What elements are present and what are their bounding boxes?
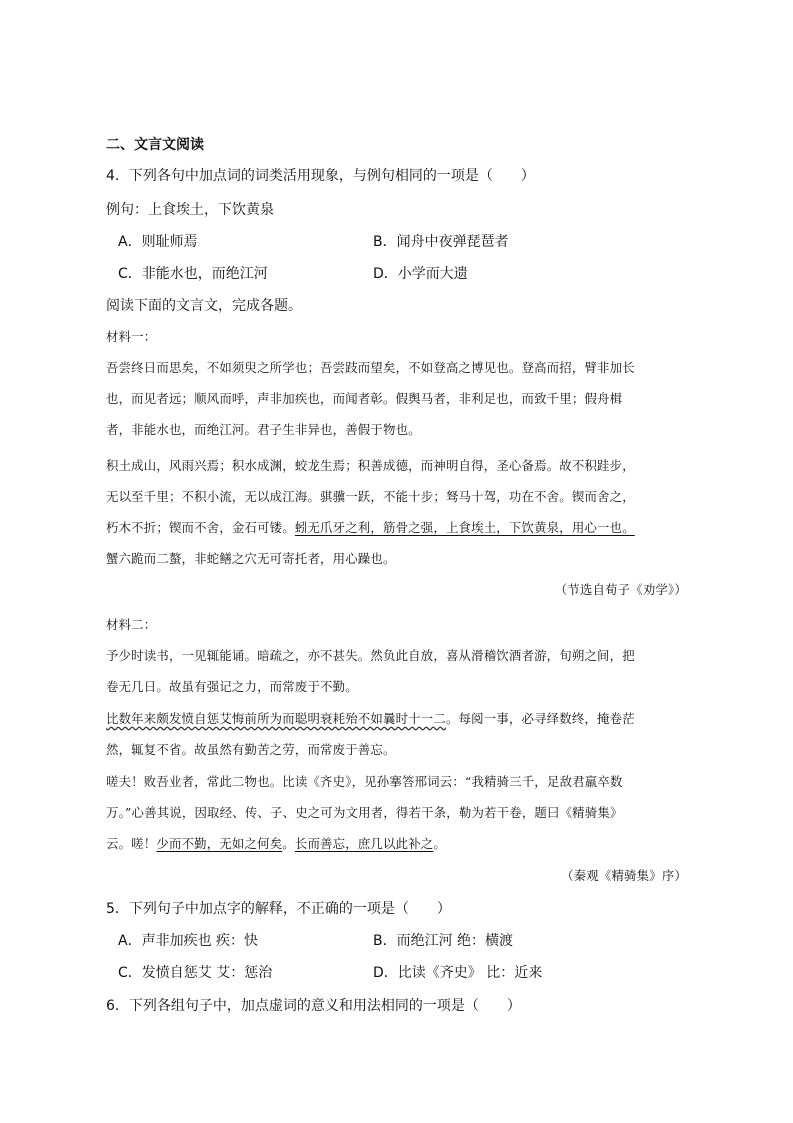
material-2-line: 卷无几日。故虽有强记之力，而常废于不勤。 bbox=[106, 679, 358, 694]
question-4-example: 例句：上食埃土，下饮黄泉 bbox=[106, 202, 274, 218]
material-2-wavy-sentence: 比数年来颇发愤自惩艾悔前所为而聪明衰耗殆不如曩时十一二 bbox=[106, 711, 446, 726]
material-2-line7-pre: 云。嗟！ bbox=[106, 836, 157, 851]
question-5-option-b: B．而绝江河 绝：横渡 bbox=[373, 933, 514, 949]
material-1-source: （节选自荀子《劝学》） bbox=[554, 582, 687, 597]
reading-instruction: 阅读下面的文言文，完成各题。 bbox=[106, 298, 302, 314]
material-1-line: 者，非能水也，而绝江河。君子生非异也，善假于物也。 bbox=[106, 422, 421, 437]
material-2-line bbox=[106, 834, 446, 852]
material-1-line: 蟹六跪而二螯，非蛇鳝之穴无可寄托者，用心躁也。 bbox=[106, 551, 396, 566]
question-4-stem: 4．下列各句中加点词的词类活用现象，与例句相同的一项是（ ） bbox=[106, 168, 535, 184]
material-1-line: 积土成山，风雨兴焉；积水成渊，蛟龙生焉；积善成德，而神明自得，圣心备焉。故不积跬步， bbox=[106, 458, 635, 473]
material-1-label: 材料一： bbox=[106, 329, 157, 344]
question-5-option-d: D．比读《齐史》 比：近来 bbox=[373, 965, 543, 981]
question-5-stem: 5．下列句子中加点字的解释，不正确的一项是（ ） bbox=[106, 901, 451, 917]
material-2-line7-mid: 。 bbox=[282, 836, 295, 851]
section-title: 二、文言文阅读 bbox=[106, 137, 204, 153]
material-2-line7-end: 。 bbox=[433, 836, 446, 851]
question-4-option-a: A．则耻师焉 bbox=[118, 234, 198, 250]
question-4-option-d: D．小学而大遗 bbox=[373, 266, 468, 282]
material-1-line6-plain: 朽木不折；锲而不舍，金石可镂。 bbox=[106, 520, 295, 535]
question-4-option-b: B．闻舟中夜弹琵琶者 bbox=[373, 234, 509, 250]
material-1-underlined-sentence: 蚓无爪牙之利，筋骨之强，上食埃土，下饮黄泉，用心一也。 bbox=[294, 520, 635, 535]
material-1-line: 无以至千里；不积小流，无以成江海。骐骥一跃，不能十步；驽马十驾，功在不舍。锲而舍之， bbox=[106, 489, 635, 504]
question-5-option-c: C．发愤自惩艾 艾：惩治 bbox=[118, 965, 273, 981]
material-1-line bbox=[106, 518, 635, 536]
material-2-line: 万。”心善其说，因取经、传、子、史之可为文用者，得若干条，勒为若干卷，题曰《精骑集》 bbox=[106, 805, 623, 820]
material-2-line: 嗟夫！败吾业者，常此二物也。比读《齐史》，见孙搴答邢词云：“我精骑三千，足敌君羸卒数 bbox=[106, 774, 623, 789]
question-6-stem: 6．下列各组句子中，加点虚词的意义和用法相同的一项是（ ） bbox=[106, 998, 521, 1014]
material-2-label: 材料二： bbox=[106, 617, 157, 632]
material-2-line bbox=[106, 709, 635, 727]
material-1-line: 也，而见者远；顺风而呼，声非加疾也，而闻者彰。假舆马者，非利足也，而致千里；假舟楫 bbox=[106, 391, 623, 406]
question-4-option-c: C．非能水也，而绝江河 bbox=[118, 266, 268, 282]
material-2-underlined-sentence-2: 长而善忘，庶几以此补之 bbox=[294, 836, 434, 851]
material-1-line: 吾尝终日而思矣，不如须臾之所学也；吾尝跂而望矣，不如登高之博见也。登高而招，臂非加长 bbox=[106, 360, 635, 375]
question-5-option-a: A．声非加疾也 疾：快 bbox=[118, 933, 259, 949]
material-2-line: 予少时读书，一见辄能诵。暗疏之，亦不甚失。然负此自放，喜从滑稽饮酒者游，旬朔之间，把 bbox=[106, 648, 635, 663]
material-2-line: 然，辄复不省。故虽然有勤苦之劳，而常废于善忘。 bbox=[106, 742, 396, 757]
material-2-source: （秦观《精骑集》序） bbox=[561, 868, 687, 883]
material-2-underlined-sentence-1: 少而不勤，无如之何矣 bbox=[156, 836, 283, 851]
material-2-line3-rest: 。每阅一事，必寻绎数终，掩卷茫 bbox=[445, 711, 635, 726]
